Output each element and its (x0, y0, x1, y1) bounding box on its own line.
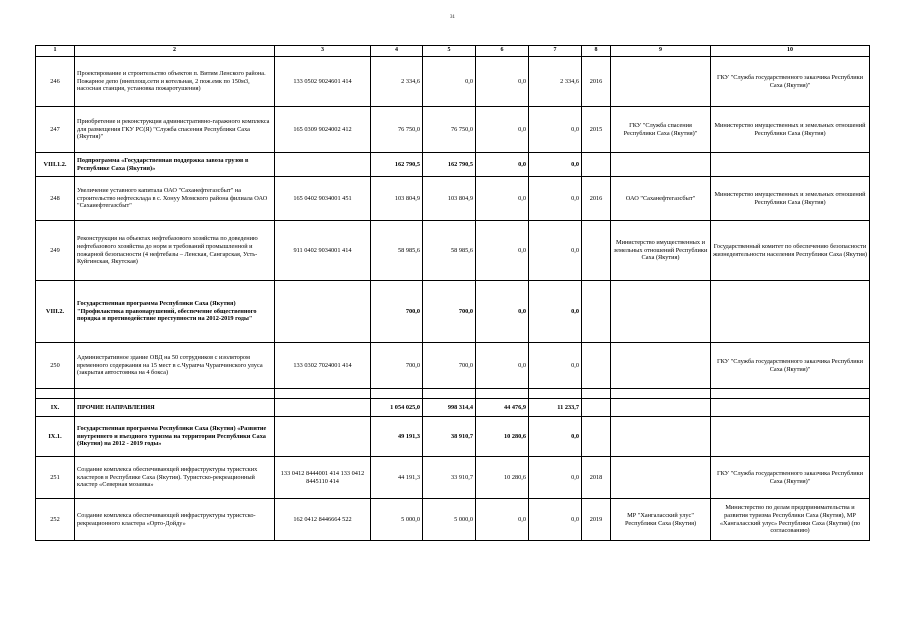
federal-value: 38 910,7 (423, 417, 476, 457)
customer (711, 281, 870, 343)
row-number (36, 389, 75, 399)
republic-value: 0,0 (476, 107, 529, 153)
item-name: Создание комплекса обеспечивающей инфраструктуры туристско-рекреационного кластера «Орто-Дойду» (75, 499, 275, 541)
customer (711, 417, 870, 457)
recipient (611, 399, 711, 417)
table-row (36, 499, 870, 541)
table-row (36, 153, 870, 177)
recipient: МР "Хангаласский улус" Республики Саха (Якутия) (611, 499, 711, 541)
other-value: 11 233,7 (529, 399, 582, 417)
customer (711, 153, 870, 177)
item-name: ПРОЧИЕ НАПРАВЛЕНИЯ (75, 399, 275, 417)
customer: ГКУ "Служба государственного заказчика Республики Саха (Якутия)" (711, 343, 870, 389)
other-value: 0,0 (529, 177, 582, 221)
total-value: 58 985,6 (371, 221, 423, 281)
table-row (36, 343, 870, 389)
row-number: 247 (36, 107, 75, 153)
other-value: 0,0 (529, 499, 582, 541)
column-header: 7 (529, 46, 582, 57)
customer: Министерство имущественных и земельных отношений Республики Саха (Якутия) (711, 177, 870, 221)
republic-value: 0,0 (476, 499, 529, 541)
row-number: 246 (36, 57, 75, 107)
republic-value: 10 280,6 (476, 417, 529, 457)
year (582, 343, 611, 389)
column-header: 2 (75, 46, 275, 57)
budget-code: 133 0302 7024001 414 (275, 343, 371, 389)
republic-value: 0,0 (476, 153, 529, 177)
column-header: 4 (371, 46, 423, 57)
year: 2019 (582, 499, 611, 541)
other-value: 0,0 (529, 457, 582, 499)
year (582, 281, 611, 343)
customer: ГКУ "Служба государственного заказчика Республики Саха (Якутия)" (711, 57, 870, 107)
item-name (75, 389, 275, 399)
republic-value: 0,0 (476, 57, 529, 107)
item-name: Создание комплекса обеспечивающей инфраструктуры туристских кластеров в Республике Саха (Якутия). Туристско-рекреационный кластер «Северная мозаика» (75, 457, 275, 499)
column-header: 5 (423, 46, 476, 57)
page-number: 31 (450, 15, 455, 20)
row-number: 252 (36, 499, 75, 541)
other-value: 0,0 (529, 221, 582, 281)
customer: Министерство по делам предпринимательства и развития туризма Республики Саха (Якутия), МР «Хангаласский улус» Республики Саха (Якутия) (по согласованию) (711, 499, 870, 541)
federal-value: 58 985,6 (423, 221, 476, 281)
column-header: 1 (36, 46, 75, 57)
total-value: 5 000,0 (371, 499, 423, 541)
table-row (36, 457, 870, 499)
recipient: ГКУ "Служба спасения Республики Саха (Якутия)" (611, 107, 711, 153)
recipient (611, 389, 711, 399)
total-value: 76 750,0 (371, 107, 423, 153)
federal-value: 76 750,0 (423, 107, 476, 153)
row-number: IX.1. (36, 417, 75, 457)
budget-code (275, 399, 371, 417)
total-value (371, 389, 423, 399)
recipient (611, 57, 711, 107)
republic-value: 10 280,6 (476, 457, 529, 499)
budget-code: 911 0402 9034001 414 (275, 221, 371, 281)
year (582, 221, 611, 281)
row-number: 251 (36, 457, 75, 499)
row-number: 250 (36, 343, 75, 389)
budget-code (275, 417, 371, 457)
year (582, 399, 611, 417)
row-number: 249 (36, 221, 75, 281)
republic-value: 44 476,9 (476, 399, 529, 417)
row-number: 248 (36, 177, 75, 221)
total-value: 700,0 (371, 281, 423, 343)
table-row (36, 177, 870, 221)
total-value: 103 804,9 (371, 177, 423, 221)
total-value: 2 334,6 (371, 57, 423, 107)
item-name: Административное здание ОВД на 50 сотрудников с изолятором временного содержания на 15 мест в с.Чурапча Чурапчинского улуса (закрытая автостоянка на 4 бокса) (75, 343, 275, 389)
budget-code: 133 0412 8444001 414 133 0412 8445110 414 (275, 457, 371, 499)
other-value: 0,0 (529, 153, 582, 177)
federal-value (423, 389, 476, 399)
year: 2016 (582, 57, 611, 107)
total-value: 700,0 (371, 343, 423, 389)
customer (711, 399, 870, 417)
recipient: ОАО "Саханефтегазсбыт" (611, 177, 711, 221)
republic-value: 0,0 (476, 177, 529, 221)
item-name: Подпрограмма «Государственная поддержка завоза грузов в Республике Саха (Якутия)» (75, 153, 275, 177)
table-row (36, 399, 870, 417)
other-value (529, 389, 582, 399)
year (582, 153, 611, 177)
year (582, 389, 611, 399)
year: 2016 (582, 177, 611, 221)
other-value: 2 334,6 (529, 57, 582, 107)
column-header: 9 (611, 46, 711, 57)
federal-value: 700,0 (423, 281, 476, 343)
republic-value: 0,0 (476, 281, 529, 343)
federal-value: 998 314,4 (423, 399, 476, 417)
column-header: 8 (582, 46, 611, 57)
item-name: Проектирование и строительство объектов п. Витим Ленского района. Пожарное депо (внеплощ.сети и котельная, 2 пож.емк по 150м3, насосная станция, установка пожаротушения) (75, 57, 275, 107)
other-value: 0,0 (529, 281, 582, 343)
table-header-row (36, 46, 870, 57)
item-name: Увеличение уставного капитала ОАО "Саханефтегазсбыт" на строительство нефтесклада в с. Хонуу Момского района филиала ОАО "Сахаиефтегазсбыт" (75, 177, 275, 221)
total-value: 49 191,3 (371, 417, 423, 457)
customer: Государственный комитет по обеспечению безопасности жизнедеятельности населения Республики Саха (Якутия) (711, 221, 870, 281)
table-row (36, 57, 870, 107)
recipient (611, 153, 711, 177)
republic-value (476, 389, 529, 399)
item-name: Государственная программа Республики Саха (Якутия) «Развитие внутреннего и въездного туризма на территории Республики Саха (Якутия) на 2012 - 2019 годы» (75, 417, 275, 457)
row-number: VIII.2. (36, 281, 75, 343)
item-name: Государственная программа Республики Саха (Якутия) "Профилактика правонарушений, обеспечение общественного порядка и противодействие преступности на 2012-2019 годы" (75, 281, 275, 343)
budget-code: 133 0502 9024601 414 (275, 57, 371, 107)
budget-code: 162 0412 8446664 522 (275, 499, 371, 541)
customer: Министерство имущественных и земельных отношений Республики Саха (Якутия) (711, 107, 870, 153)
table-row (36, 221, 870, 281)
item-name: Приобретение и реконструкция административно-гаражного комплекса для размещения ГКУ РС(Я) "Служба спасения Республики Саха (Якутия)" (75, 107, 275, 153)
budget-code (275, 389, 371, 399)
table-row (36, 417, 870, 457)
federal-value: 700,0 (423, 343, 476, 389)
total-value: 162 790,5 (371, 153, 423, 177)
customer (711, 389, 870, 399)
other-value: 0,0 (529, 417, 582, 457)
other-value: 0,0 (529, 107, 582, 153)
budget-code (275, 153, 371, 177)
recipient (611, 343, 711, 389)
row-number: VIII.1.2. (36, 153, 75, 177)
column-header: 3 (275, 46, 371, 57)
column-header: 10 (711, 46, 870, 57)
federal-value: 5 000,0 (423, 499, 476, 541)
column-header: 6 (476, 46, 529, 57)
federal-value: 33 910,7 (423, 457, 476, 499)
total-value: 1 054 025,0 (371, 399, 423, 417)
year: 2015 (582, 107, 611, 153)
budget-code: 165 0309 9024002 412 (275, 107, 371, 153)
budget-code (275, 281, 371, 343)
customer: ГКУ "Служба государственного заказчика Республики Саха (Якутия)" (711, 457, 870, 499)
year (582, 417, 611, 457)
recipient (611, 281, 711, 343)
table-row (36, 107, 870, 153)
total-value: 44 191,3 (371, 457, 423, 499)
item-name: Реконструкция на объектах нефтебазового хозяйства по доведению нефтебазового хозяйства до норм и требований промышленной и пожарной безопасности (4 нефтебазы – Ленская, Сангарская, Усть-Куйгинская, Якутская) (75, 221, 275, 281)
budget-table (35, 45, 870, 541)
republic-value: 0,0 (476, 221, 529, 281)
recipient (611, 457, 711, 499)
republic-value: 0,0 (476, 343, 529, 389)
table-row (36, 389, 870, 399)
recipient: Министерство имущественных и земельных отношений Республики Саха (Якутия) (611, 221, 711, 281)
budget-code: 165 0402 9034001 451 (275, 177, 371, 221)
table-row (36, 281, 870, 343)
federal-value: 103 804,9 (423, 177, 476, 221)
federal-value: 0,0 (423, 57, 476, 107)
row-number: IX. (36, 399, 75, 417)
federal-value: 162 790,5 (423, 153, 476, 177)
other-value: 0,0 (529, 343, 582, 389)
year: 2018 (582, 457, 611, 499)
recipient (611, 417, 711, 457)
